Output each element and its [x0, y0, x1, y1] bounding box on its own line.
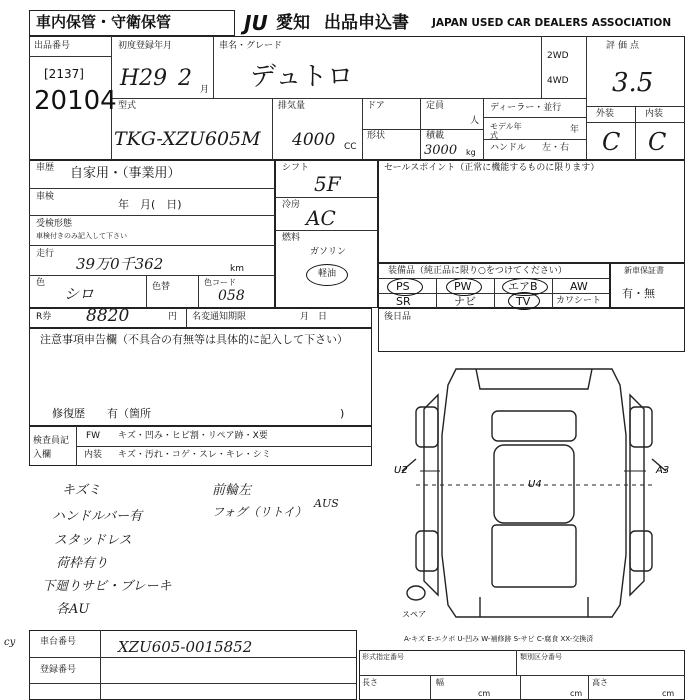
reg-no-label: 登録番号: [40, 665, 77, 675]
ac-value: AC: [306, 206, 336, 230]
mileage-unit: km: [230, 264, 244, 274]
mark-a3: A3: [656, 465, 670, 476]
history-label: 車歴: [36, 163, 55, 173]
note-3: スタッドレス: [54, 533, 132, 548]
model-year-label: モデル年式: [490, 122, 522, 140]
load-value: 3000: [424, 143, 458, 158]
notice-value: 月 日: [300, 312, 328, 322]
equipment-label: 装備品（純正品に限り○をつけてください）: [388, 266, 567, 276]
ac-label: 冷房: [282, 200, 301, 210]
car-name-label: 車名・グレード: [219, 41, 283, 51]
sales-point-label: セールスポイント（正常に機能するものに限ります）: [384, 163, 600, 173]
year-unit: 年: [570, 125, 580, 135]
registration-label: 初度登録年月: [118, 41, 173, 51]
note-8: フォグ（リトイ）: [212, 505, 307, 519]
diagram-right-side: [630, 395, 644, 595]
repair-history: 修復歴 有（箇所: [52, 407, 151, 420]
mileage-value: 39万0千362: [76, 255, 164, 273]
warranty-label: 新車保証書: [624, 266, 664, 275]
chassis-label: 車台番号: [40, 637, 77, 647]
width-unit: cm: [570, 689, 583, 698]
r-ken-label: R券: [36, 312, 52, 322]
r-ken-unit: 円: [168, 312, 178, 322]
score-value: 3.5: [612, 68, 654, 98]
exterior-score: C: [602, 128, 621, 156]
type-no-label: 形式指定番号: [362, 653, 404, 661]
equip-aw: AW: [570, 280, 588, 293]
shift-value: 5F: [314, 172, 341, 196]
jyuken-note: 車検付きのみ記入して下さい: [36, 232, 127, 240]
length-label: 長さ: [362, 678, 378, 687]
sales-point-box: [378, 160, 685, 263]
cc-value: 4000: [292, 130, 336, 150]
registration-month-unit: 月: [200, 85, 210, 95]
lot-label: 出品番号: [34, 41, 71, 51]
score-label: 評価点: [606, 41, 643, 51]
warranty-value: 有・無: [622, 287, 655, 300]
class-no-label: 類別区分番号: [520, 653, 562, 661]
interior-score: C: [648, 128, 667, 156]
height-unit: cm: [662, 689, 675, 698]
handle-label: ハンドル: [490, 143, 527, 153]
handle-value: 左・右: [542, 143, 570, 153]
dealer-label: ディーラー・並行: [490, 103, 562, 113]
note-2: ハンドルバー有: [52, 509, 143, 524]
equip-pw: PW: [454, 280, 472, 293]
assoc-name: JAPAN USED CAR DEALERS ASSOCIATION: [432, 17, 672, 29]
spare-tire: [407, 586, 425, 600]
model-value: TKG-XZU605M: [114, 128, 261, 150]
load-unit: kg: [466, 148, 476, 157]
registration-era: H29: [120, 66, 168, 91]
length-unit: cm: [478, 689, 491, 698]
diagram-left-side: [424, 395, 438, 595]
chassis-value: XZU605-0015852: [118, 638, 253, 656]
note-5: 下廻りサビ・ブレーキ: [42, 579, 172, 594]
fuel-diesel: 軽油: [318, 269, 337, 279]
fuel-gasoline: ガソリン: [310, 247, 347, 257]
cc-unit: CC: [344, 142, 357, 152]
inspector-line2: キズ・汚れ・コゲ・スレ・キレ・シミ: [118, 450, 271, 460]
height-label: 高さ: [592, 678, 608, 687]
shift-label: シフト: [282, 163, 310, 173]
equip-navi: ナビ: [454, 295, 476, 308]
repair-close: ): [340, 407, 345, 420]
shaken-label: 車検: [36, 192, 55, 202]
drive-2wd: 2WD: [547, 51, 569, 61]
notice-label: 名変通知期限: [192, 312, 247, 322]
org-name: 愛知: [276, 13, 310, 33]
rear-items-label: 後日品: [384, 312, 412, 322]
note-6: 各AU: [56, 602, 90, 617]
shape-label: 形状: [367, 131, 386, 141]
equip-airbag: エアB: [508, 280, 538, 293]
ps-circle: [387, 278, 423, 296]
diagram-legend: A-キズ E-エクボ U-凹み W-補修跡 S-サビ C-腐食 XX-交換済: [404, 635, 594, 643]
capacity-unit: 人: [470, 116, 480, 126]
lot-sub: [2137]: [44, 67, 84, 81]
lot-number: 20104: [34, 86, 117, 116]
interior-label: 内装: [645, 109, 664, 119]
equip-sr: SR: [396, 295, 411, 308]
form-title: 出品申込書: [324, 13, 409, 33]
equip-ps: PS: [396, 280, 410, 293]
note-7: 前輪左: [212, 483, 252, 498]
drive-4wd: 4WD: [547, 76, 569, 86]
note-9: AUS: [314, 497, 339, 510]
mark-u2: U2: [394, 465, 408, 476]
color-code-label: 色コード: [204, 278, 236, 287]
spare-label: スペア: [402, 610, 426, 619]
equip-kawaseat: カワシート: [556, 296, 602, 306]
exterior-label: 外装: [596, 109, 615, 119]
shaken-value: 年 月( 日): [118, 198, 182, 211]
note-1: キズミ: [62, 483, 101, 498]
diagram-body: [442, 369, 626, 617]
notes-label: 注意事項申告欄（不具合の有無等は具体的に記入して下さい）: [40, 333, 348, 346]
color-value: シロ: [64, 285, 95, 303]
door-label: ドア: [367, 101, 385, 111]
note-4: 荷枠有り: [56, 556, 109, 571]
diesel-circle: [306, 264, 348, 286]
inspector-interior-label: 内装: [84, 450, 103, 460]
r-ken-value: 8820: [86, 306, 130, 326]
inspector-line1: キズ・凹み・ヒビ割・リペア跡・X要: [118, 431, 268, 441]
history-value: 自家用・（事業用）: [70, 166, 181, 181]
pw-circle: [446, 278, 482, 296]
model-label: 型式: [118, 101, 137, 111]
cc-label: 排気量: [278, 101, 306, 111]
repaint-label: 色替: [152, 282, 171, 292]
load-label: 積載: [426, 131, 445, 141]
equip-tv: TV: [516, 295, 531, 308]
registration-month: 2: [178, 66, 192, 91]
rear-items-box: [378, 308, 685, 352]
capacity-label: 定員: [426, 101, 445, 111]
ju-logo: JU: [244, 11, 268, 35]
margin-mark: cy: [4, 637, 16, 648]
storage-label: 車内保管・守衛保管: [36, 13, 172, 31]
mark-u4: U4: [528, 479, 542, 490]
car-name-value: デュトロ: [250, 62, 354, 92]
inspector-label: 検査員記入欄: [33, 436, 70, 460]
car-diagram: [380, 355, 685, 633]
color-code-value: 058: [218, 288, 245, 304]
mileage-label: 走行: [36, 249, 55, 259]
inspector-fw: FW: [86, 431, 101, 441]
width-label: 幅: [436, 678, 444, 687]
jyuken-label: 受検形態: [36, 219, 73, 229]
fuel-label: 燃料: [282, 233, 301, 243]
color-label: 色: [36, 278, 46, 288]
